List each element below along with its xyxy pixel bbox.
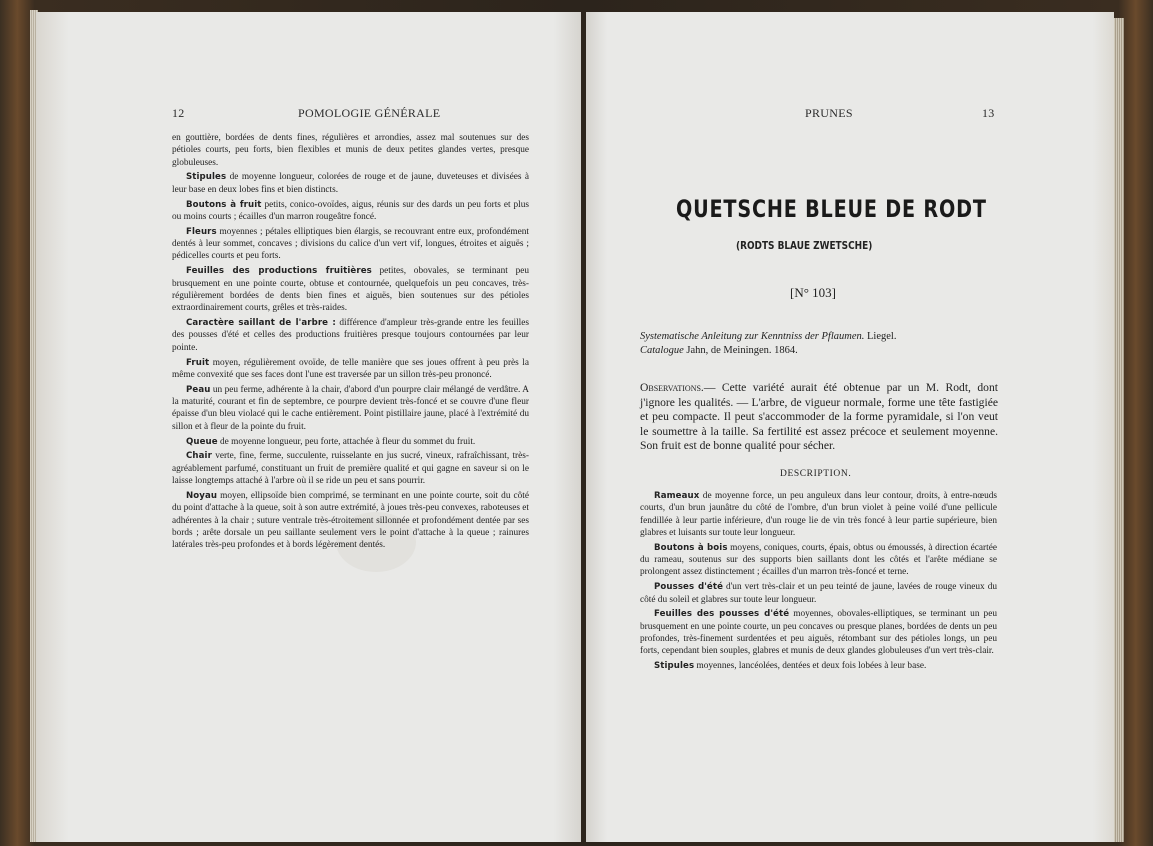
paragraph <box>172 132 529 169</box>
paragraph-label: Feuilles des pousses d'été <box>654 609 790 620</box>
paragraph-text: d'un vert très-clair et un peu teinté de jaune, lavées de rouge vineux du côté du soleil et glabres sur toute leur longueur. <box>640 582 997 605</box>
paragraph <box>640 608 997 657</box>
paragraph-label: Fleurs <box>186 226 217 237</box>
paragraph-text: moyen, régulièrement ovoïde, de telle manière que ses joues offrent à peu près la même convexité que ses faces dont l'une est traversée par un sillon très-peu prononcé. <box>172 357 529 380</box>
paragraph-text: moyen, ellipsoïde bien comprimé, se terminant en une pointe courte, soit du côté du point d'attache à la queue, soit à son autre extrémité, à joues très-peu convexes, raboteuses et adhérentes à la chair ; suture ventrale très-étroitement sillonnée et profondément dentée par ses bords ; arête dorsale un peu saillante seulement vers le point d'attache à la queue ; rainures latérales très-peu profondes et à bords légèrement dentés. <box>172 490 529 551</box>
paragraph-label: Feuilles des productions fruitières <box>186 266 372 277</box>
paragraph-text: en gouttière, bordées de dents fines, régulières et arrondies, assez mal soutenues sur des pétioles courts, peu forts, bien flexibles et munis de deux petites glandes vertes, presque globuleuses. <box>172 133 529 168</box>
paragraph <box>172 490 529 551</box>
description-heading: DESCRIPTION. <box>780 469 852 479</box>
paragraph-text: moyennes, lancéolées, dentées et deux fois lobées à leur base. <box>694 661 927 672</box>
observations-text: — Cette variété aurait été obtenue par un M. Rodt, dont j'ignore les qualités. — L'arbre, de vigueur normale, forme une tête fastigiée et peu compacte. Il peut s'accommoder de la forme pyramidale, si l'on veut le soumettre à la taille. Sa fertilité est assez précoce et seulement moyenne. Son fruit est de bonne qualité pour sécher. <box>640 381 998 453</box>
paragraph <box>640 660 997 672</box>
reference-line: Catalogue Jahn, de Meiningen. 1864. <box>640 344 798 356</box>
paragraph-text: moyennes, obovales-elliptiques, se terminant un peu brusquement en une pointe courte, un peu concaves ou presque planes, bordées de dents un peu profondes, très-finement surdentées et peu aiguës, rétombant sur des pétioles longs, un peu forts, cependant bien souples, glabres et munis de deux glandes globuleuses d'un vert très-clair. <box>640 609 997 657</box>
reference-line: Systematische Anleitung zur Kenntniss der Pflaumen. Liegel. <box>640 331 897 342</box>
paragraph <box>172 226 529 263</box>
references <box>640 330 896 357</box>
paragraph-text: différence d'ampleur très-grande entre les feuilles des pousses d'été et celles des productions fruitières presque toujours contournées par leur pointe. <box>172 318 529 353</box>
variety-title: QUETSCHE BLEUE DE RODT <box>676 195 987 223</box>
paragraph-text: un peu ferme, adhérente à la chair, d'abord d'un pourpre clair mélangé de verdâtre. A la maturité, courant et fin de septembre, ce pourpre devient très-foncé et se couvre d'une fleur épaisse d'un bleu violacé qui le cache entièrement. Point pistillaire jaune, placé à l'extrémité du sillon et à fleur de la pointe du fruit. <box>172 384 529 432</box>
left-body-text <box>172 132 529 554</box>
paragraph-text: moyens, coniques, courts, épais, obtus ou émoussés, à direction écartée du rameau, soutenus sur des supports bien saillants dont les côtés et l'arête médiane se prolongent assez distinctement ; écailles d'un marron très-foncé et terne. <box>640 542 997 578</box>
paragraph-label: Caractère saillant de l'arbre : <box>186 318 336 329</box>
paragraph <box>172 265 529 314</box>
paragraph-label: Queue <box>186 436 218 447</box>
paragraph <box>640 490 997 539</box>
paragraph-label: Fruit <box>186 357 210 368</box>
observations-label: Observations. <box>640 381 704 394</box>
paragraph-text: de moyenne longueur, peu forte, attachée à fleur du sommet du fruit. <box>217 436 476 447</box>
paragraph-label: Pousses d'été <box>654 582 723 593</box>
paragraph <box>640 542 997 579</box>
paragraph-label: Boutons à fruit <box>186 199 262 210</box>
right-page-number: 13 <box>982 106 995 120</box>
paragraph <box>172 357 529 382</box>
paragraph <box>172 317 529 354</box>
left-running-head: POMOLOGIE GÉNÉRALE <box>298 106 441 120</box>
paragraph <box>640 581 997 606</box>
right-page-edges <box>1114 18 1124 842</box>
paragraph-label: Stipules <box>186 172 227 183</box>
paragraph <box>172 384 529 433</box>
paragraph <box>172 171 529 196</box>
paragraph-text: de moyenne force, un peu anguleux dans leur contour, droits, à entre-nœuds courts, d'un brun jaunâtre du côté de l'ombre, d'un brun violet à peine voilé d'une pellicule fendillée à leur partie inférieure, d'un rouge lie de vin très foncé à leur partie supérieure, bien glabres et luisants sur toute leur longueur. <box>640 491 997 538</box>
paragraph-text: petits, conico-ovoïdes, aigus, réunis sur des dards un peu forts et plus ou moins courts ; écailles d'un marron rougeâtre foncé. <box>172 199 529 222</box>
paragraph <box>172 199 529 224</box>
paragraph-label: Peau <box>186 384 211 395</box>
observations <box>640 381 998 454</box>
paragraph-label: Stipules <box>654 661 695 672</box>
paragraph-label: Boutons à bois <box>654 542 728 553</box>
variety-number: [N° 103] <box>790 285 836 300</box>
paragraph-label: Noyau <box>186 490 218 501</box>
left-page-number: 12 <box>172 106 185 120</box>
paragraph-label: Rameaux <box>654 491 700 501</box>
paragraph <box>172 450 529 487</box>
right-body-text <box>640 490 997 675</box>
paragraph-text: verte, fine, ferme, succulente, ruisselante en jus sucré, vineux, rafraîchissant, très-agréablement parfumé, constituant un fruit de première qualité et qui gagne en saveur si on le laisse longtemps attaché à l'arbre où il se ride un peu et sans pourrir. <box>172 451 529 487</box>
paragraph-text: de moyenne longueur, colorées de rouge et de jaune, duveteuses et divisées à leur base en deux lobes fins et bien distincts. <box>172 172 529 195</box>
variety-subtitle: (RODTS BLAUE ZWETSCHE) <box>736 240 873 252</box>
right-running-head: PRUNES <box>805 106 853 120</box>
paragraph-label: Chair <box>186 451 212 462</box>
paragraph-text: moyennes ; pétales elliptiques bien élargis, se recouvrant entre eux, profondément dentés à leur sommet, concaves ; divisions du calice d'un vert vif, longues, étroites et aiguës ; pédicelles courts et peu forts. <box>172 226 529 262</box>
paragraph <box>172 436 529 448</box>
paragraph-text: petites, obovales, se terminant peu brusquement en une pointe courte, obtuse et contournée, quelquefois un peu concaves, très-régulièrement bordées de dents bien fines et aiguës, bien soutenues sur des pétioles extraordinairement courts, grêles et très-raides. <box>172 266 529 314</box>
